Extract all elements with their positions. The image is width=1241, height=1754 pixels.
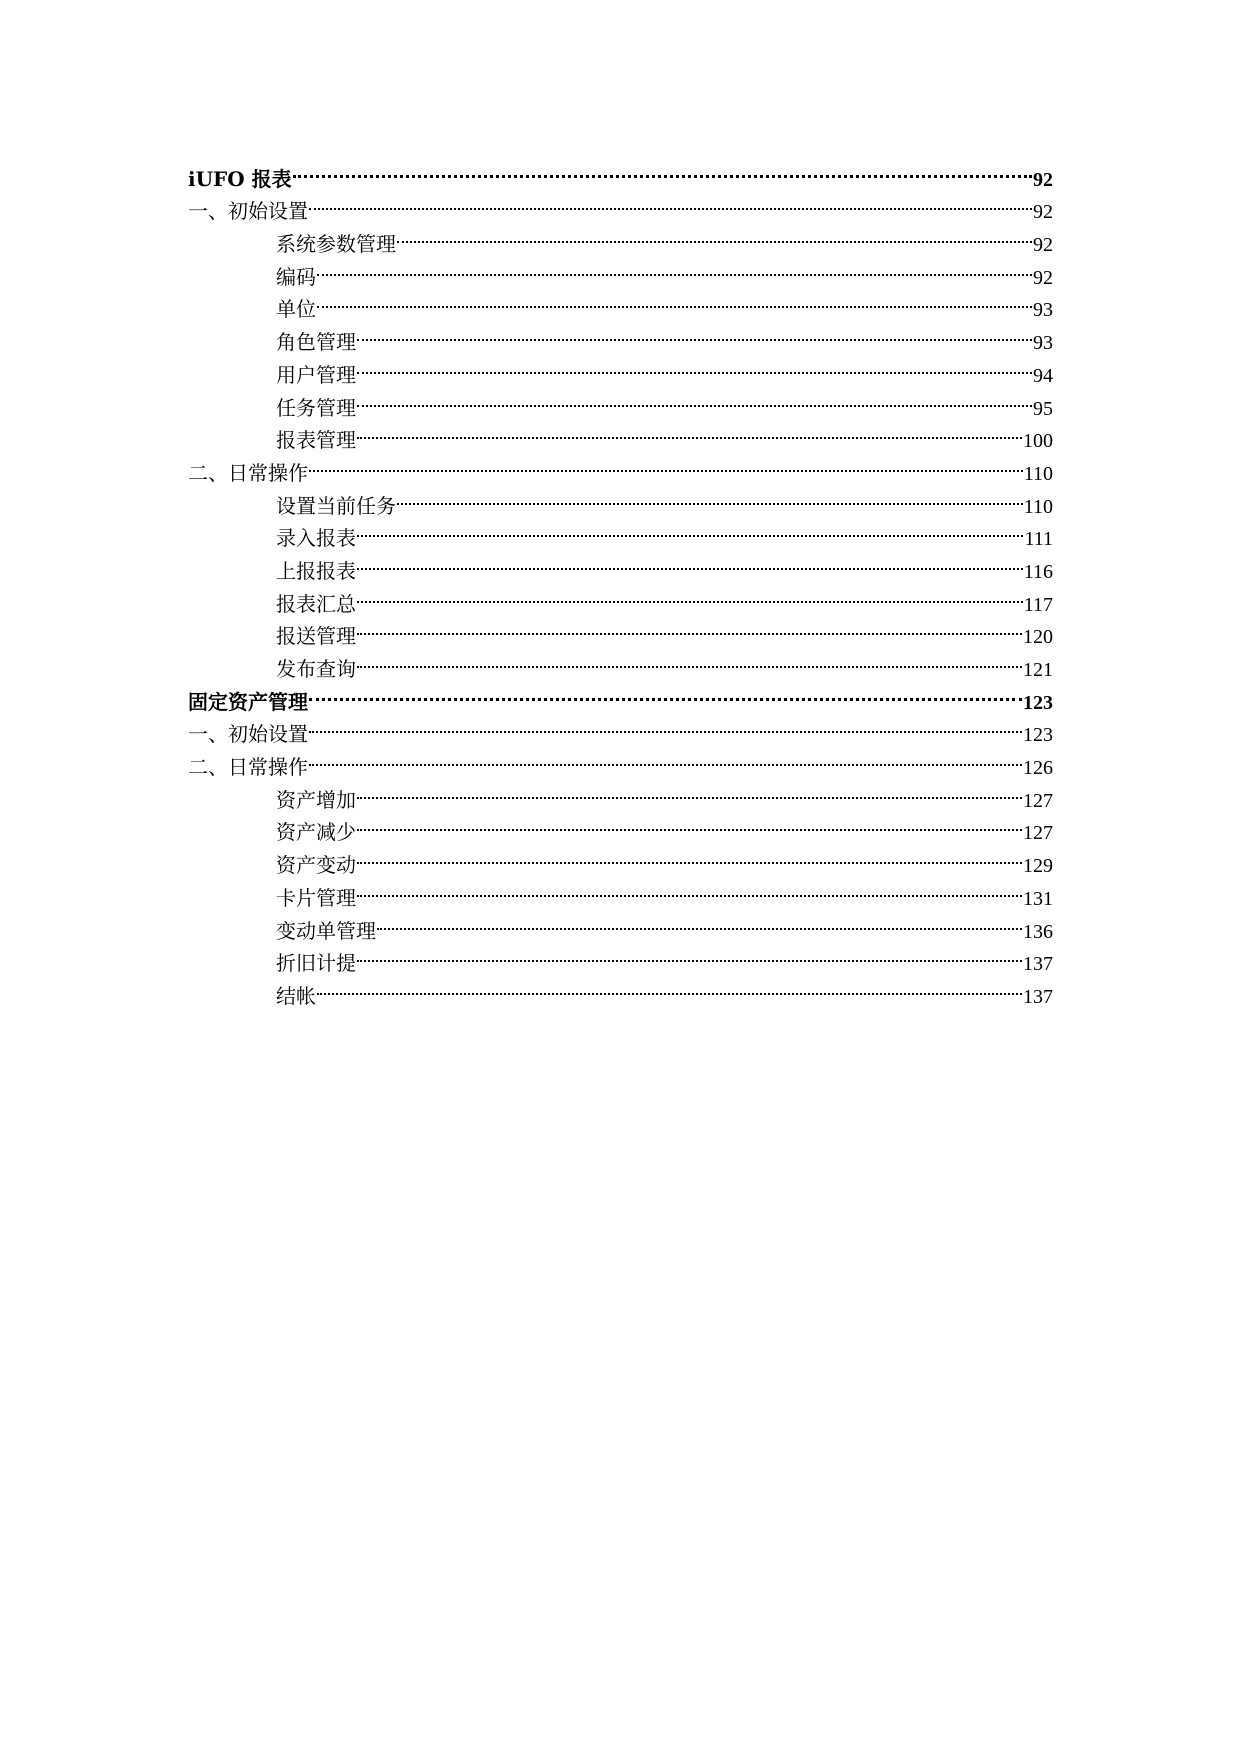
toc-entry-page-number: 94 xyxy=(1033,364,1053,387)
toc-entry-page-number: 93 xyxy=(1033,332,1053,355)
toc-entry-page-number: 117 xyxy=(1023,593,1053,616)
toc-entry-page-number: 137 xyxy=(1023,985,1053,1008)
toc-entry-page-number: 121 xyxy=(1023,659,1053,681)
toc-dot-leader xyxy=(293,153,1032,186)
toc-entry-title: 报送管理 xyxy=(276,624,356,649)
toc-dot-leader xyxy=(357,611,1022,644)
toc-dot-leader xyxy=(357,545,1023,578)
toc-entry-title: 一、初始设置 xyxy=(188,722,308,747)
toc-dot-leader xyxy=(357,382,1032,415)
toc-entry-page-number: 123 xyxy=(1023,691,1053,714)
toc-entry[interactable] xyxy=(188,284,1053,322)
toc-entry-title: 单位 xyxy=(276,297,316,322)
toc-dot-leader xyxy=(397,480,1023,513)
toc-entry-title: 上报报表 xyxy=(276,558,356,583)
toc-entry-title: 结帐 xyxy=(276,983,316,1008)
toc-entry-title: 变动单管理 xyxy=(276,918,376,943)
toc-entry-title: iUFO 报表 xyxy=(188,166,292,191)
toc-entry-title: 二、日常操作 xyxy=(188,755,308,780)
toc-dot-leader xyxy=(357,774,1022,807)
toc-dot-leader xyxy=(309,741,1022,774)
toc-dot-leader xyxy=(309,709,1022,742)
toc-entry[interactable] xyxy=(188,251,1053,289)
toc-entry-page-number: 127 xyxy=(1023,789,1053,812)
toc-entry[interactable] xyxy=(188,709,1053,747)
toc-dot-leader xyxy=(357,807,1022,840)
toc-entry-page-number: 92 xyxy=(1033,266,1053,289)
toc-entry-title: 折旧计提 xyxy=(276,951,356,976)
toc-entry-title: 角色管理 xyxy=(276,330,356,355)
toc-dot-leader xyxy=(397,218,1032,251)
toc-entry-page-number: 137 xyxy=(1023,953,1053,976)
toc-dot-leader xyxy=(357,578,1023,611)
toc-entry-title: 系统参数管理 xyxy=(276,232,396,257)
toc-entry-title: 设置当前任务 xyxy=(276,493,396,518)
toc-entry-page-number: 110 xyxy=(1023,462,1053,485)
toc-dot-leader xyxy=(357,643,1022,676)
toc-entry-page-number: 110 xyxy=(1023,495,1053,518)
toc-dot-leader xyxy=(377,905,1022,938)
toc-entry-title: 录入报表 xyxy=(276,526,356,551)
toc-entry-title: 一、初始设置 xyxy=(188,199,308,224)
toc-entry-title: 资产减少 xyxy=(276,820,356,845)
toc-entry-page-number: 111 xyxy=(1024,528,1053,551)
toc-entry-title: 编码 xyxy=(276,264,316,289)
toc-dot-leader xyxy=(309,447,1023,480)
toc-entry-title: 卡片管理 xyxy=(276,885,356,910)
toc-entry[interactable] xyxy=(188,480,1053,518)
toc-entry-page-number: 120 xyxy=(1023,626,1053,649)
toc-dot-leader xyxy=(357,415,1022,448)
toc-entry-page-number: 100 xyxy=(1023,430,1053,453)
toc-entry-page-number: 129 xyxy=(1023,855,1053,878)
toc-entry[interactable] xyxy=(188,218,1053,257)
toc-entry-title: 资产变动 xyxy=(276,853,356,878)
toc-dot-leader xyxy=(357,839,1022,872)
toc-dot-leader xyxy=(357,513,1023,546)
toc-entry-page-number: 131 xyxy=(1023,887,1053,910)
toc-entry[interactable] xyxy=(188,186,1053,224)
toc-entry-title: 报表汇总 xyxy=(276,591,356,616)
toc-dot-leader xyxy=(309,186,1032,219)
toc-dot-leader xyxy=(357,938,1022,971)
toc-entry-page-number: 116 xyxy=(1023,560,1053,583)
toc-entry-page-number: 92 xyxy=(1033,234,1053,257)
toc-dot-leader xyxy=(357,316,1032,349)
toc-dot-leader xyxy=(317,284,1032,317)
toc-entry-page-number: 92 xyxy=(1033,201,1053,224)
toc-entry-title: 二、日常操作 xyxy=(188,460,308,485)
toc-entry[interactable] xyxy=(188,741,1053,780)
toc-entry-page-number: 92 xyxy=(1033,168,1053,191)
toc-entry[interactable] xyxy=(188,774,1053,812)
toc-entry-page-number: 95 xyxy=(1033,397,1053,420)
toc-dot-leader xyxy=(317,251,1032,284)
toc-entry-title: 发布查询 xyxy=(276,657,356,681)
toc-entry[interactable] xyxy=(188,447,1053,485)
toc-dot-leader xyxy=(357,349,1032,382)
toc-dot-leader xyxy=(357,872,1022,905)
toc-entry-title: 报表管理 xyxy=(276,428,356,453)
toc-entry[interactable] xyxy=(188,676,1053,714)
toc-entry-page-number: 136 xyxy=(1023,920,1053,943)
table-of-contents xyxy=(188,153,1053,1008)
toc-entry-page-number: 126 xyxy=(1023,757,1053,780)
toc-entry[interactable] xyxy=(188,316,1053,355)
toc-entry-title: 固定资产管理 xyxy=(188,689,308,714)
toc-entry-page-number: 123 xyxy=(1023,724,1053,747)
toc-entry[interactable] xyxy=(188,970,1053,1008)
toc-dot-leader xyxy=(317,970,1022,1003)
toc-entry-page-number: 127 xyxy=(1023,822,1053,845)
toc-entry[interactable] xyxy=(188,153,1053,191)
toc-dot-leader xyxy=(309,676,1022,709)
toc-entry-title: 任务管理 xyxy=(276,395,356,420)
toc-entry-title: 资产增加 xyxy=(276,787,356,812)
toc-entry-title: 用户管理 xyxy=(276,362,356,387)
toc-entry-page-number: 93 xyxy=(1033,299,1053,322)
